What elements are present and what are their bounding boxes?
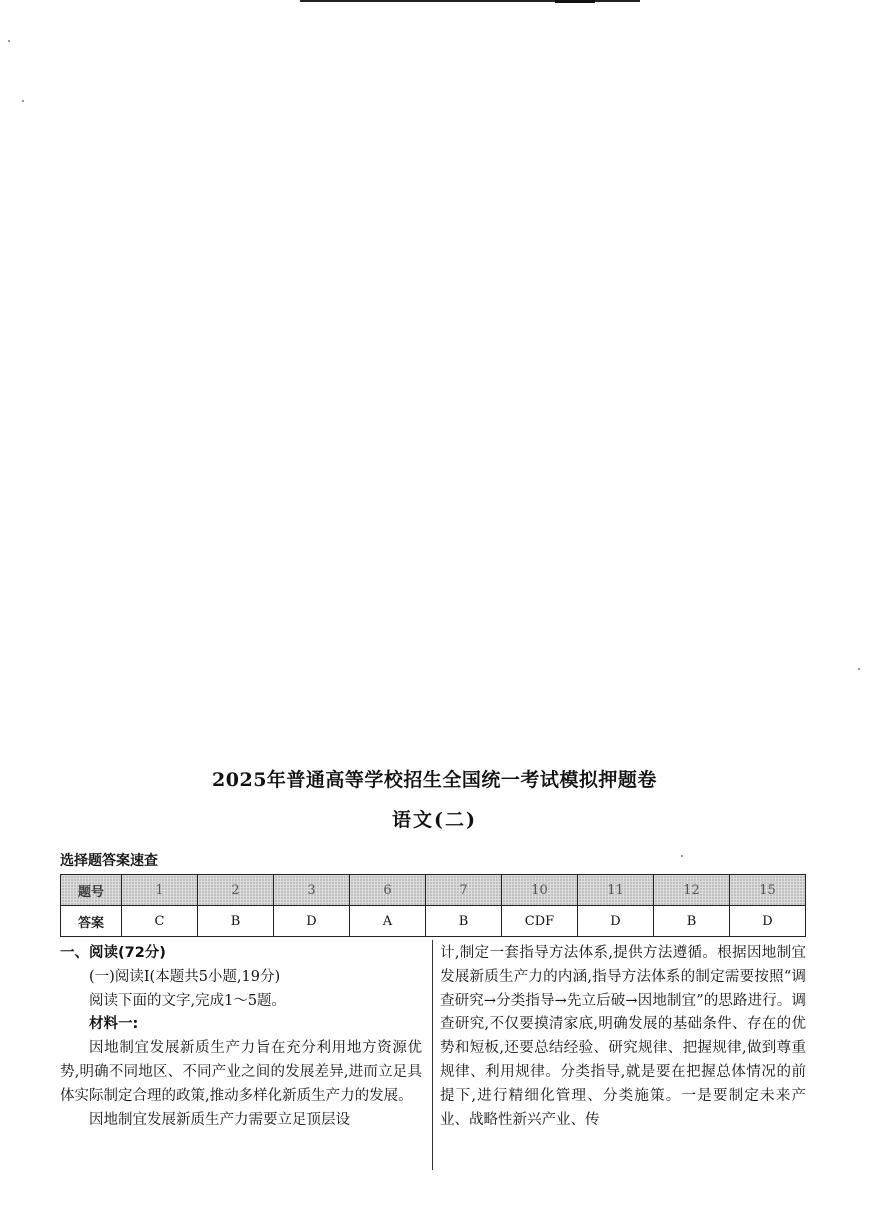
answer-cell: B <box>654 906 730 937</box>
top-scan-mark <box>555 0 595 3</box>
answer-cell: B <box>426 906 502 937</box>
question-number-cell: 2 <box>198 875 274 906</box>
answer-cell: CDF <box>502 906 578 937</box>
right-column <box>440 942 806 1132</box>
question-number-cell: 10 <box>502 875 578 906</box>
answer-table-caption: 选择题答案速查 <box>60 853 158 869</box>
exam-title: 2025年普通高等学校招生全国统一考试模拟押题卷 <box>212 769 657 791</box>
question-number-cell: 7 <box>426 875 502 906</box>
scan-speck <box>22 100 24 102</box>
body-paragraph: 因地制宜发展新质生产力需要立足顶层设 <box>89 1111 350 1128</box>
reading-instruction: 阅读下面的文字,完成1～5题。 <box>89 992 287 1009</box>
question-number-row <box>61 875 806 906</box>
answer-label: 答案 <box>61 906 122 937</box>
answer-row <box>61 906 806 937</box>
answer-cell: B <box>198 906 274 937</box>
scan-speck <box>858 668 860 670</box>
answer-cell: A <box>350 906 426 937</box>
answer-cell: C <box>122 906 198 937</box>
left-column <box>60 942 422 1132</box>
body-paragraph: 计,制定一套指导方法体系,提供方法遵循。根据因地制宜发展新质生产力的内涵,指导方法体系的制定需要按照“调查研究→分类指导→先立后破→因地制宜”的思路进行。调查研究,不仅要摸清家底,明确发展的基础条件、存在的优势和短板,还要总结经验、研究规律、把握规律,做到尊重规律、利用规律。分类指导,就是要在把握总体情况的前提下,进行精细化管理、分类施策。一是要制定未来产业、战略性新兴产业、传 <box>440 945 806 1128</box>
question-number-cell: 11 <box>578 875 654 906</box>
question-number-cell: 1 <box>122 875 198 906</box>
body-paragraph: 因地制宜发展新质生产力旨在充分利用地方资源优势,明确不同地区、不同产业之间的发展差异,进而立足具体实际制定合理的政策,推动多样化新质生产力的发展。 <box>60 1040 422 1104</box>
scan-speck <box>8 40 10 42</box>
question-number-cell: 15 <box>730 875 806 906</box>
question-number-label: 题号 <box>61 875 122 906</box>
question-number-cell: 6 <box>350 875 426 906</box>
scan-speck <box>681 855 683 857</box>
answer-cell: D <box>578 906 654 937</box>
answer-table <box>60 874 806 937</box>
answer-cell: D <box>730 906 806 937</box>
subsection-heading: (一)阅读Ⅰ(本题共5小题,19分) <box>89 968 281 985</box>
question-number-cell: 3 <box>274 875 350 906</box>
material-label: 材料一: <box>89 1016 139 1033</box>
column-divider <box>432 940 433 1170</box>
answer-cell: D <box>274 906 350 937</box>
section-heading: 一、阅读(72分) <box>60 945 166 961</box>
exam-subtitle: 语文(二) <box>392 809 477 831</box>
question-number-cell: 12 <box>654 875 730 906</box>
